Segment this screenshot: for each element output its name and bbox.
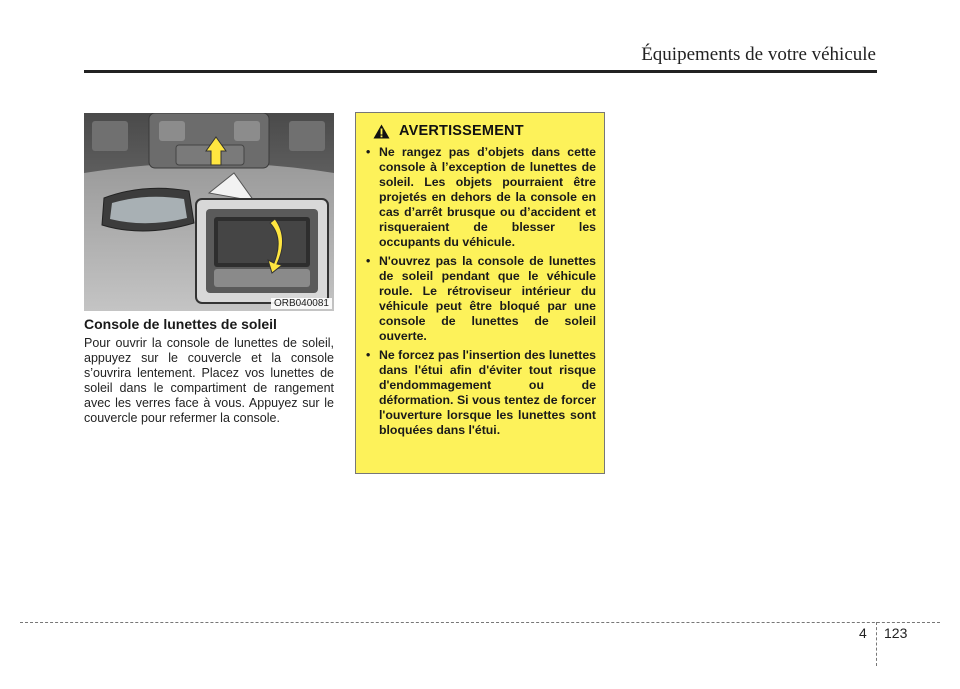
warning-list bbox=[366, 145, 596, 438]
chapter-number: 4 bbox=[859, 625, 867, 641]
warning-triangle-icon bbox=[373, 124, 390, 139]
page-number: 123 bbox=[884, 625, 908, 641]
sunglass-holder-figure bbox=[84, 113, 334, 311]
section-body-text: Pour ouvrir la console de lunettes de soleil, appuyez sur le couvercle et la console s’ouvrira lentement. Placez vos lunettes de soleil dans le compartiment de rangement avec les verres face à vous. Appuyez sur le couvercle pour refermer la console. bbox=[84, 336, 334, 425]
warning-item: • Ne rangez pas d’objets dans cette console à l’exception de lunettes de soleil. Les objets pourraient être projetés en dehors de la console en cas d’arrêt brusque ou d’accident et risqueraient de blesser les occupants du véhicule. bbox=[366, 145, 596, 250]
warning-header bbox=[373, 123, 596, 139]
warning-title: AVERTISSEMENT bbox=[399, 123, 524, 139]
header-rule bbox=[84, 70, 877, 73]
page-header-title: Équipements de votre véhicule bbox=[641, 44, 876, 65]
figure-code: ORB040081 bbox=[271, 298, 332, 309]
footer-divider bbox=[876, 622, 877, 666]
footer-rule bbox=[20, 622, 940, 623]
warning-item: • N'ouvrez pas la console de lunettes de soleil pendant que le véhicule roule. Le rétroviseur intérieur du véhicule peut être bloqué par une console de lunettes de soleil ouverte. bbox=[366, 254, 596, 344]
warning-box bbox=[355, 112, 605, 474]
warning-item: • Ne forcez pas l'insertion des lunettes dans l'étui afin d'éviter tout risque d'endommagement ou de déformation. Si vous tentez de forcer l'ouverture lorsque les lunettes sont bloquées dans l'étui. bbox=[366, 348, 596, 438]
section-title: Console de lunettes de soleil bbox=[84, 316, 277, 332]
overhead-console-illustration bbox=[84, 113, 334, 311]
